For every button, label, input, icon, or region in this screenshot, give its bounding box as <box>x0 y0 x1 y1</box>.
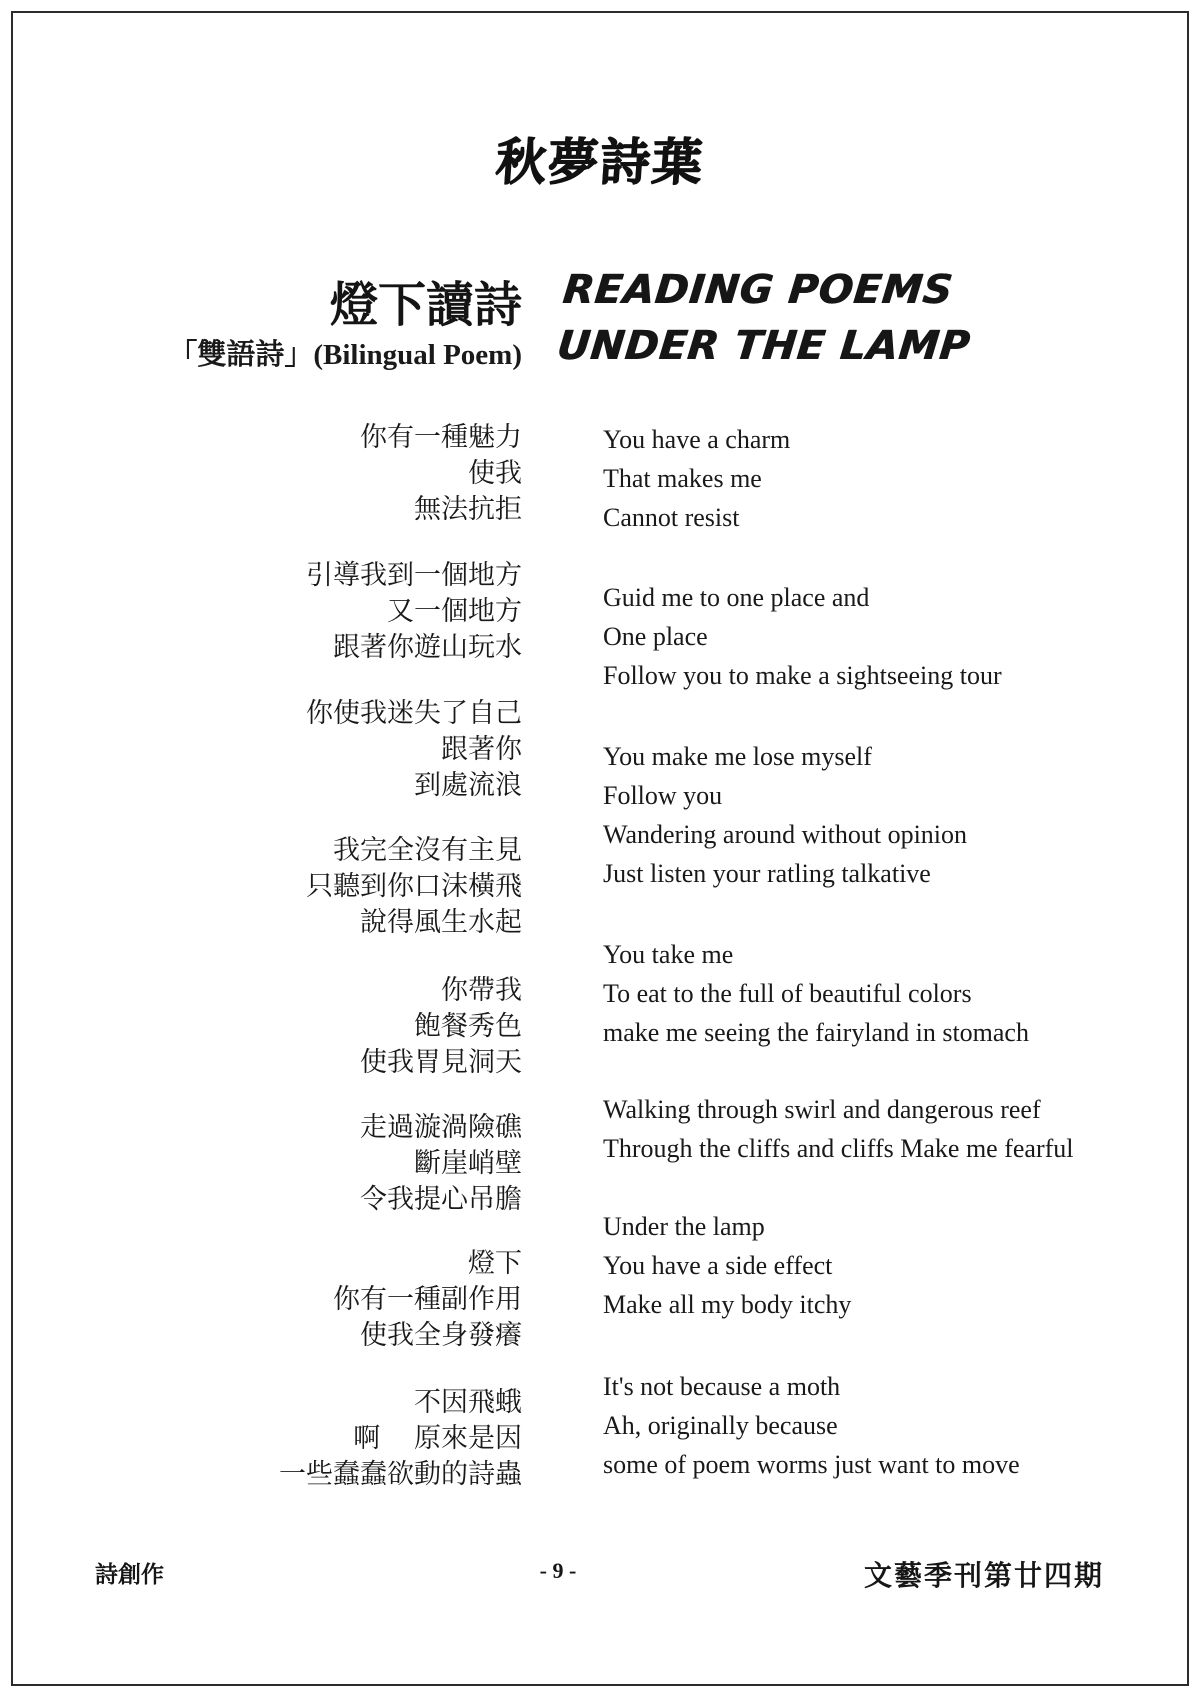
chinese-poem-line: 跟著你遊山玩水 <box>333 632 522 662</box>
english-poem-line: You have a charm <box>603 425 791 454</box>
chinese-poem-line: 燈下 <box>468 1248 522 1278</box>
chinese-poem-line: 你使我迷失了自己 <box>306 698 522 728</box>
chinese-poem-stanza-3 <box>0 695 522 803</box>
poem-title-english-line1: READING POEMS <box>560 267 956 313</box>
chinese-poem-line: 引導我到一個地方 <box>306 560 522 590</box>
chinese-poem-line: 你帶我 <box>441 975 522 1005</box>
chinese-poem-line: 到處流浪 <box>414 770 522 800</box>
chinese-poem-line: 飽餐秀色 <box>414 1011 522 1041</box>
english-poem-column <box>603 0 1173 1697</box>
english-poem-line: It's not because a moth <box>603 1372 841 1401</box>
english-poem-line: Through the cliffs and cliffs Make me fearful <box>603 1134 1074 1163</box>
english-poem-line: You have a side effect <box>603 1251 833 1280</box>
english-poem-line: To eat to the full of beautiful colors <box>603 979 972 1008</box>
english-poem-line: make me seeing the fairyland in stomach <box>603 1018 1029 1047</box>
english-poem-stanza-3 <box>603 737 1173 893</box>
english-poem-line: Ah, originally because <box>603 1411 838 1440</box>
chinese-poem-line: 又一個地方 <box>387 596 522 626</box>
chinese-poem-line: 不因飛蛾 <box>414 1387 522 1417</box>
footer-journal-issue: 文藝季刊第廿四期 <box>863 1561 1104 1592</box>
collection-calligraphy-title: 秋夢詩葉 <box>493 134 706 190</box>
chinese-poem-line: 你有一種魅力 <box>360 422 522 452</box>
english-poem-stanza-7 <box>603 1367 1173 1484</box>
chinese-poem-stanza-8 <box>0 1384 522 1492</box>
english-poem-line: some of poem worms just want to move <box>603 1450 1020 1479</box>
chinese-poem-stanza-4 <box>0 832 522 940</box>
poem-title-chinese: 燈下讀詩 <box>329 279 522 332</box>
poem-title-english-line2: UNDER THE LAMP <box>554 323 973 369</box>
chinese-poem-line: 令我提心吊膽 <box>360 1184 522 1214</box>
english-poem-stanza-5 <box>603 1090 1173 1168</box>
chinese-poem-stanza-2 <box>0 557 522 665</box>
english-poem-line: Under the lamp <box>603 1212 765 1241</box>
english-poem-line: Just listen your ratling talkative <box>603 859 931 888</box>
chinese-poem-line: 無法抗拒 <box>414 494 522 524</box>
english-poem-line: Walking through swirl and dangerous reef <box>603 1095 1041 1124</box>
english-poem-stanza-4 <box>603 935 1173 1052</box>
chinese-poem-stanza-1 <box>0 419 522 527</box>
english-poem-stanza-1 <box>603 420 1173 537</box>
chinese-poem-stanza-7 <box>0 1245 522 1353</box>
chinese-poem-line: 啊 原來是因 <box>353 1423 522 1453</box>
chinese-poem-line: 跟著你 <box>441 734 522 764</box>
english-poem-line: You make me lose myself <box>603 742 872 771</box>
footer-page-number: - 9 - <box>539 1558 577 1583</box>
chinese-poem-line: 斷崖峭壁 <box>414 1148 522 1178</box>
english-poem-line: That makes me <box>603 464 762 493</box>
english-poem-line: Guid me to one place and <box>603 583 870 612</box>
chinese-poem-column <box>0 0 522 1697</box>
english-poem-line: Make all my body itchy <box>603 1290 852 1319</box>
chinese-poem-stanza-6 <box>0 1109 522 1217</box>
chinese-poem-stanza-5 <box>0 972 522 1080</box>
chinese-poem-line: 一些蠢蠢欲動的詩蟲 <box>279 1459 522 1489</box>
footer-section-label: 詩創作 <box>95 1562 164 1587</box>
english-poem-line: Follow you to make a sightseeing tour <box>603 661 1002 690</box>
english-poem-line: Wandering around without opinion <box>603 820 968 849</box>
english-poem-stanza-2 <box>603 578 1173 695</box>
poem-subtitle-bilingual: 「雙語詩」(Bilingual Poem) <box>168 339 522 371</box>
english-poem-line: Cannot resist <box>603 503 740 532</box>
chinese-poem-line: 只聽到你口沫橫飛 <box>306 871 522 901</box>
chinese-poem-line: 使我全身發癢 <box>360 1320 522 1350</box>
chinese-poem-line: 你有一種副作用 <box>333 1284 522 1314</box>
english-poem-stanza-6 <box>603 1207 1173 1324</box>
chinese-poem-line: 說得風生水起 <box>360 907 522 937</box>
chinese-poem-line: 使我胃見洞天 <box>360 1047 522 1077</box>
english-poem-line: One place <box>603 622 708 651</box>
english-poem-line: Follow you <box>603 781 723 810</box>
english-poem-line: You take me <box>603 940 734 969</box>
chinese-poem-line: 使我 <box>468 458 522 488</box>
chinese-poem-line: 走過漩渦險礁 <box>360 1112 522 1142</box>
chinese-poem-line: 我完全沒有主見 <box>333 835 522 865</box>
